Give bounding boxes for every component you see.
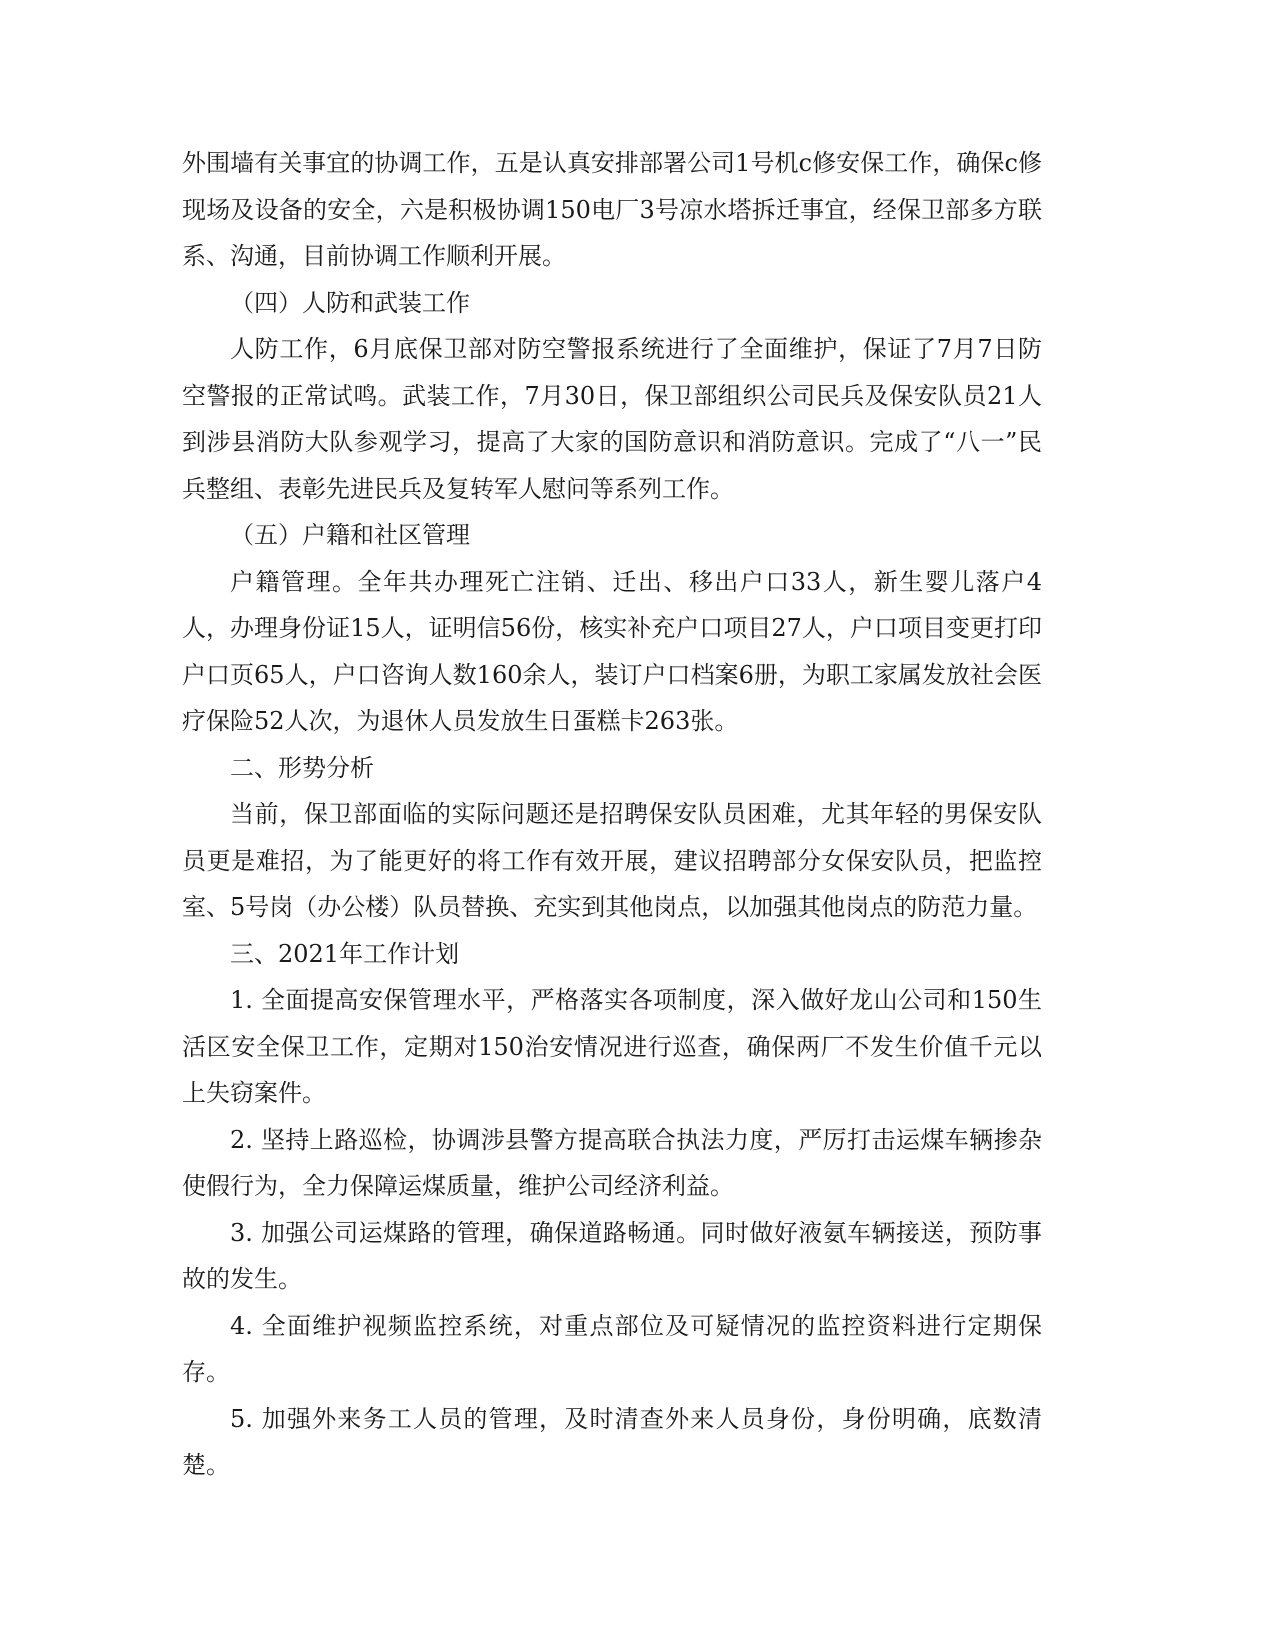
plan-item-3: 3. 加强公司运煤路的管理，确保道路畅通。同时做好液氨车辆接送，预防事故的发生。 — [182, 1218, 1042, 1293]
section-heading-plan: 三、2021年工作计划 — [230, 939, 460, 968]
document-body — [182, 140, 1042, 1489]
plan-item-5: 5. 加强外来务工人员的管理，及时清查外来人员身份，身份明确，底数清楚。 — [182, 1404, 1042, 1479]
plan-item-4: 4. 全面维护视频监控系统，对重点部位及可疑情况的监控资料进行定期保存。 — [182, 1311, 1042, 1386]
plan-item-2: 2. 坚持上路巡检，协调涉县警方提高联合执法力度，严厉打击运煤车辆掺杂使假行为，全力保障运煤质量，维护公司经济利益。 — [182, 1125, 1042, 1200]
section-heading-household: （五）户籍和社区管理 — [230, 521, 470, 549]
paragraph-continuation: 外围墙有关事宜的协调工作，五是认真安排部署公司1号机c修安保工作，确保c修现场及设备的安全，六是积极协调150电厂3号凉水塔拆迁事宜，经保卫部多方联系、沟通，目前协调工作顺利开展。 — [182, 149, 1042, 270]
section-heading-civil-defense: （四）人防和武装工作 — [230, 288, 470, 317]
paragraph-household: 户籍管理。全年共办理死亡注销、迁出、移出户口33人，新生婴儿落户4人，办理身份证15人，证明信56份，核实补充户口项目27人，户口项目变更打印户口页65人，户口咨询人数160余人，装订户口档案6册，为职工家属发放社会医疗保险52人次，为退休人员发放生日蛋糕卡263张。 — [182, 567, 1042, 735]
paragraph-civil-defense: 人防工作，6月底保卫部对防空警报系统进行了全面维护，保证了7月7日防空警报的正常试鸣。武装工作，7月30日，保卫部组织公司民兵及保安队员21人到涉县消防大队参观学习，提高了大家的国防意识和消防意识。完成了“八一”民兵整组、表彰先进民兵及复转军人慰问等系列工作。 — [182, 335, 1042, 503]
section-heading-situation: 二、形势分析 — [230, 753, 374, 782]
paragraph-situation: 当前，保卫部面临的实际问题还是招聘保安队员困难，尤其年轻的男保安队员更是难招，为了能更好的将工作有效开展，建议招聘部分女保安队员，把监控室、5号岗（办公楼）队员替换、充实到其他岗点，以加强其他岗点的防范力量。 — [182, 800, 1042, 921]
plan-item-1: 1. 全面提高安保管理水平，严格落实各项制度，深入做好龙山公司和150生活区安全保卫工作，定期对150治安情况进行巡查，确保两厂不发生价值千元以上失窃案件。 — [182, 986, 1042, 1107]
